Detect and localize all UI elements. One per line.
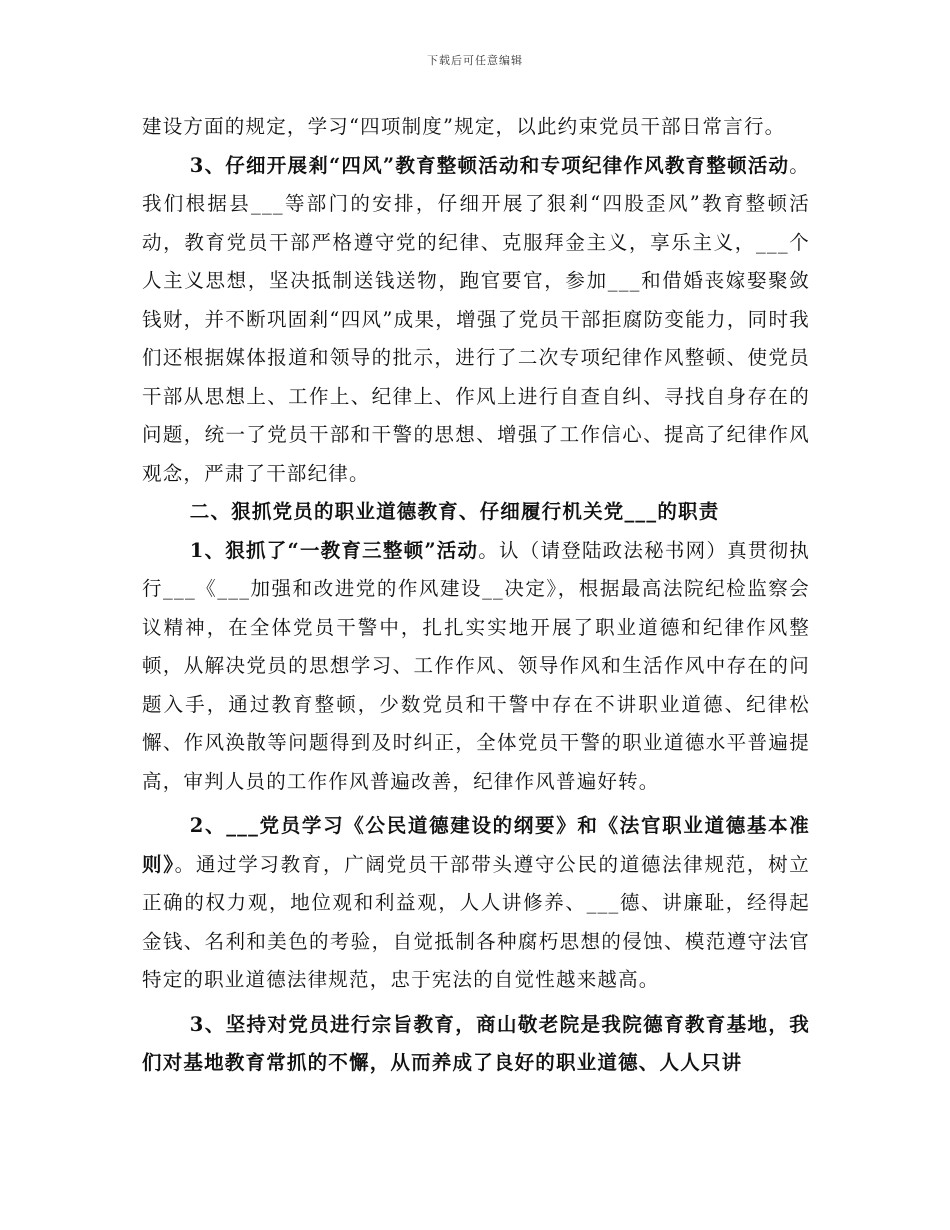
paragraph-item-3b	[142, 1006, 810, 1083]
paragraph-text: 建设方面的规定，学习“四项制度”规定，以此约束党员干部日常言行。	[142, 115, 786, 138]
paragraph-continuation	[142, 108, 810, 147]
paragraph-text: 。通过学习教育，广阔党员干部带头遵守公民的道德法律规范，树立正确的权力观，地位观和利益观，人人讲修养、___德、讲廉耻，经得起金钱、名利和美色的考验，自觉抵制各种腐朽思想的侵蚀、模范遵守法官特定的职业道德法律规范，忠于宪法的自觉性越来越高。	[142, 852, 810, 991]
paragraph-lead: 2、___党员学习《公民道德建设的纲要》和《法官职业道德基本准则》	[142, 814, 810, 876]
paragraph-item-3	[142, 147, 810, 494]
paragraph-text: 。认（请登陆政法秘书网）真贯彻执行___《___加强和改进党的作风建设__决定》，根据最高法院纪检监察会议精神，在全体党员干警中，扎扎实实地开展了职业道德和纪律作风整顿，从解决党员的思想学习、工作作风、领导作风和生活作风中存在的问题入手，通过教育整顿，少数党员和干警中存在不讲职业道德、纪律松懈、作风涣散等问题得到及时纠正，全体党员干警的职业道德水平普遍提高，审判人员的工作作风普遍改善，纪律作风普遍好转。	[142, 538, 810, 793]
paragraph-item-2	[142, 807, 810, 1000]
paragraph-lead: 3、坚持对党员进行宗旨教育，商山敬老院是我院德育教育基地，我们对基地教育常抓的不懈，从而养成了良好的职业道德、人人只讲	[142, 1012, 810, 1074]
document-body	[142, 108, 810, 1083]
paragraph-lead: 3、仔细开展剎“四风”教育整顿活动和专项纪律作风教育整顿活动	[189, 153, 790, 177]
paragraph-text: 。我们根据县___等部门的安排，仔细开展了狠剎“四股歪风”教育整顿活动，教育党员干部严格遵守党的纪律、克服拜金主义，享乐主义，___个人主义思想，坚决抵制送钱送物，跑官要官，参加___和借婚丧嫁娶聚敛钱财，并不断巩固剎“四风”成果，增强了党员干部拒腐防变能力，同时我们还根据媒体报道和领导的批示，进行了二次专项纪律作风整顿、使党员干部从思想上、工作上、纪律上、作风上进行自查自纠、寻找自身存在的问题，统一了党员干部和干警的思想、增强了工作信心、提高了纪律作风观念，严肃了干部纪律。	[142, 153, 810, 485]
section-heading	[142, 493, 810, 532]
section-heading-text: 二、狠抓党员的职业道德教育、仔细履行机关党___的职责	[189, 500, 720, 523]
paragraph-item-1	[142, 532, 810, 802]
page-header: 下载后可任意编辑	[427, 54, 523, 67]
paragraph-lead: 1、狠抓了“一教育三整顿”活动	[189, 538, 479, 562]
